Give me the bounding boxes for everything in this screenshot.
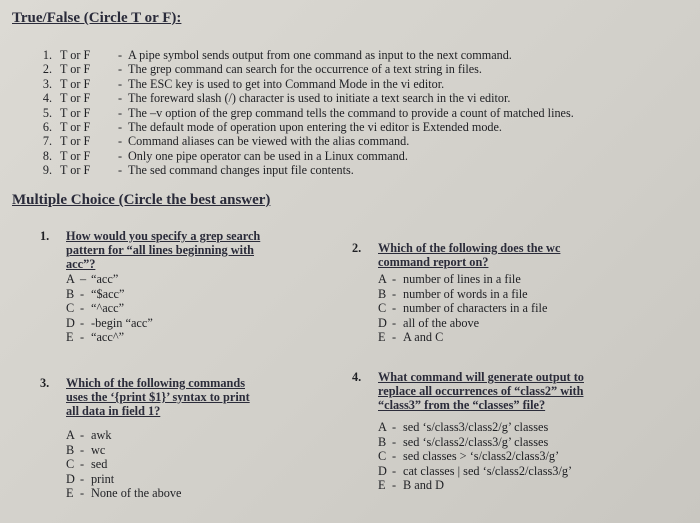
multiple-choice-heading: Multiple Choice (Circle the best answer) xyxy=(12,192,271,208)
mc-option[interactable] xyxy=(378,287,547,302)
mc-option-text: sed ‘s/class3/class2/g’ classes xyxy=(403,420,549,434)
mc-question-number: 3. xyxy=(40,376,50,390)
mc-question-line: pattern for “all lines beginning with xyxy=(66,243,255,257)
tf-item xyxy=(28,77,574,91)
mc-option-text: sed ‘s/class2/class3/g’ classes xyxy=(403,434,549,449)
mc-question-number: 1. xyxy=(40,229,50,243)
mc-option[interactable] xyxy=(66,472,182,487)
mc-option[interactable] xyxy=(66,457,182,472)
mc-option-letter: D xyxy=(378,315,387,330)
mc-question-line: replace all occurrences of “class2” with xyxy=(378,384,584,398)
mc-question-3 xyxy=(40,376,340,511)
tf-item-number: 6. xyxy=(42,119,52,134)
mc-option[interactable] xyxy=(66,287,153,302)
mc-option[interactable] xyxy=(378,435,572,450)
tf-choice[interactable]: T or F xyxy=(60,105,91,120)
tf-dash: - xyxy=(118,119,123,134)
mc-option[interactable] xyxy=(378,316,547,331)
mc-option-separator: - xyxy=(392,463,397,478)
mc-option-separator: – xyxy=(80,272,87,286)
mc-option-text: sed classes > ‘s/class2/class3/g’ xyxy=(403,449,560,464)
mc-question-line: command report on? xyxy=(378,255,489,269)
mc-option-text: None of the above xyxy=(91,486,182,501)
mc-option[interactable] xyxy=(66,486,182,501)
mc-option-letter: B xyxy=(66,442,75,457)
tf-choice[interactable]: T or F xyxy=(60,62,91,77)
mc-option-letter: E xyxy=(378,478,386,493)
tf-choice[interactable]: T or F xyxy=(60,163,91,178)
tf-item-number: 7. xyxy=(42,134,52,149)
mc-options xyxy=(66,272,153,345)
mc-option-letter: D xyxy=(378,463,387,478)
mc-option-separator: - xyxy=(392,420,397,434)
mc-option-separator: - xyxy=(80,428,85,442)
tf-dash: - xyxy=(118,48,123,62)
tf-dash: - xyxy=(118,62,123,77)
mc-question-number: 2. xyxy=(352,241,362,255)
mc-option-letter: A xyxy=(378,420,387,434)
mc-option-letter: B xyxy=(66,286,75,301)
tf-item-number: 1. xyxy=(42,48,52,62)
mc-option-text: “acc” xyxy=(91,272,119,286)
tf-item-number: 3. xyxy=(42,76,52,91)
mc-question-text xyxy=(66,376,250,418)
tf-item-number: 9. xyxy=(42,163,52,178)
tf-statement: Command aliases can be viewed with the alias command. xyxy=(128,134,410,149)
tf-statement: The default mode of operation upon entering the vi editor is Extended mode. xyxy=(128,119,502,134)
mc-option[interactable] xyxy=(378,478,572,493)
tf-dash: - xyxy=(118,105,123,120)
mc-option-separator: - xyxy=(392,449,397,464)
tf-statement: The –v option of the grep command tells the command to provide a count of matched lines. xyxy=(128,105,574,120)
mc-option-text: A and C xyxy=(403,330,444,345)
tf-statement: A pipe symbol sends output from one command as input to the next command. xyxy=(128,48,512,62)
mc-question-line: all data in field 1? xyxy=(66,404,161,418)
true-false-heading: True/False (Circle T or F): xyxy=(12,10,182,26)
mc-option-text: “$acc” xyxy=(91,286,125,301)
mc-option-letter: E xyxy=(378,330,386,345)
mc-option-text: wc xyxy=(91,442,106,457)
tf-item-number: 2. xyxy=(42,62,52,77)
mc-options xyxy=(66,428,182,501)
tf-statement: The ESC key is used to get into Command Mode in the vi editor. xyxy=(128,76,445,91)
tf-choice[interactable]: T or F xyxy=(60,148,91,163)
tf-choice[interactable]: T or F xyxy=(60,76,91,91)
tf-statement: The foreward slash (/) character is used to initiate a text search in the vi editor. xyxy=(128,91,511,106)
mc-question-text xyxy=(378,241,560,269)
mc-option[interactable] xyxy=(378,420,572,435)
tf-item-number: 5. xyxy=(42,105,52,120)
mc-option[interactable] xyxy=(66,443,182,458)
tf-item xyxy=(28,91,574,105)
tf-item xyxy=(28,48,574,62)
tf-dash: - xyxy=(118,163,123,178)
mc-option-letter: C xyxy=(66,301,75,316)
tf-dash: - xyxy=(118,91,123,106)
mc-option[interactable] xyxy=(378,330,547,345)
mc-option-letter: B xyxy=(378,286,387,301)
mc-question-1 xyxy=(40,229,340,364)
mc-option[interactable] xyxy=(378,301,547,316)
mc-option-letter: C xyxy=(378,301,387,316)
tf-item-number: 4. xyxy=(42,91,52,106)
mc-option-text: print xyxy=(91,471,115,486)
mc-option[interactable] xyxy=(66,428,182,443)
mc-option-letter: E xyxy=(66,486,74,501)
mc-question-4 xyxy=(352,370,692,510)
mc-option-separator: - xyxy=(80,457,85,472)
mc-option-separator: - xyxy=(80,330,85,345)
mc-option[interactable] xyxy=(66,272,153,287)
mc-option-separator: - xyxy=(392,286,397,301)
mc-options xyxy=(378,420,572,493)
tf-choice[interactable]: T or F xyxy=(60,134,91,149)
tf-choice[interactable]: T or F xyxy=(60,91,91,106)
mc-option-text: number of characters in a file xyxy=(403,301,548,316)
mc-option-text: number of words in a file xyxy=(403,286,528,301)
mc-option-separator: - xyxy=(392,272,397,286)
mc-option-text: sed xyxy=(91,457,108,472)
mc-option-separator: - xyxy=(80,442,85,457)
mc-option[interactable] xyxy=(66,301,153,316)
mc-option-text: -begin “acc” xyxy=(91,315,153,330)
tf-statement: The sed command changes input file contents. xyxy=(128,163,354,178)
tf-item xyxy=(28,134,574,148)
mc-option-letter: A xyxy=(66,428,75,442)
mc-option-text: awk xyxy=(91,428,112,442)
mc-option-separator: - xyxy=(80,486,85,501)
mc-question-2 xyxy=(352,241,682,361)
mc-option[interactable] xyxy=(378,464,572,479)
tf-dash: - xyxy=(118,134,123,149)
mc-option-letter: A xyxy=(66,272,75,286)
tf-statement: The grep command can search for the occurrence of a text string in files. xyxy=(128,62,482,77)
mc-option-text: cat classes | sed ‘s/class2/class3/g’ xyxy=(403,463,573,478)
mc-question-line: How would you specify a grep search xyxy=(66,229,261,243)
mc-options xyxy=(378,272,547,345)
mc-option-separator: - xyxy=(392,434,397,449)
mc-question-number: 4. xyxy=(352,370,362,384)
mc-option-text: all of the above xyxy=(403,315,480,330)
mc-option-letter: A xyxy=(378,272,387,286)
tf-dash: - xyxy=(118,76,123,91)
tf-item xyxy=(28,120,574,134)
mc-option-letter: B xyxy=(378,434,387,449)
mc-option-text: B and D xyxy=(403,478,444,493)
mc-option[interactable] xyxy=(378,449,572,464)
tf-item xyxy=(28,62,574,76)
mc-option-text: “^acc” xyxy=(91,301,125,316)
mc-option-separator: - xyxy=(392,478,397,493)
mc-option-separator: - xyxy=(80,301,85,316)
tf-statement: Only one pipe operator can be used in a Linux command. xyxy=(128,148,408,163)
mc-option[interactable] xyxy=(66,316,153,331)
mc-option[interactable] xyxy=(378,272,547,287)
mc-option-separator: - xyxy=(392,330,397,345)
mc-option-separator: - xyxy=(392,315,397,330)
mc-option-separator: - xyxy=(80,471,85,486)
tf-item xyxy=(28,163,574,177)
mc-option-separator: - xyxy=(80,315,85,330)
tf-choice[interactable]: T or F xyxy=(60,119,91,134)
mc-question-text xyxy=(66,229,260,271)
mc-option[interactable] xyxy=(66,330,153,345)
mc-question-line: acc”? xyxy=(66,257,96,271)
tf-item xyxy=(28,149,574,163)
mc-question-line: uses the ‘{print $1}’ syntax to print xyxy=(66,390,250,404)
mc-question-line: Which of the following commands xyxy=(66,376,245,390)
tf-dash: - xyxy=(118,148,123,163)
mc-question-line: “class3” from the “classes” file? xyxy=(378,398,546,412)
mc-option-text: “acc^” xyxy=(91,330,125,345)
mc-option-letter: C xyxy=(66,457,75,472)
mc-option-letter: D xyxy=(66,471,75,486)
mc-option-letter: C xyxy=(378,449,387,464)
mc-option-letter: E xyxy=(66,330,74,345)
mc-option-separator: - xyxy=(80,286,85,301)
tf-item xyxy=(28,106,574,120)
mc-question-line: What command will generate output to xyxy=(378,370,584,384)
tf-choice[interactable]: T or F xyxy=(60,48,91,62)
mc-question-text xyxy=(378,370,584,412)
mc-option-separator: - xyxy=(392,301,397,316)
tf-item-number: 8. xyxy=(42,148,52,163)
true-false-list xyxy=(28,48,574,178)
mc-option-text: number of lines in a file xyxy=(403,272,521,286)
mc-option-letter: D xyxy=(66,315,75,330)
mc-question-line: Which of the following does the wc xyxy=(378,241,561,255)
